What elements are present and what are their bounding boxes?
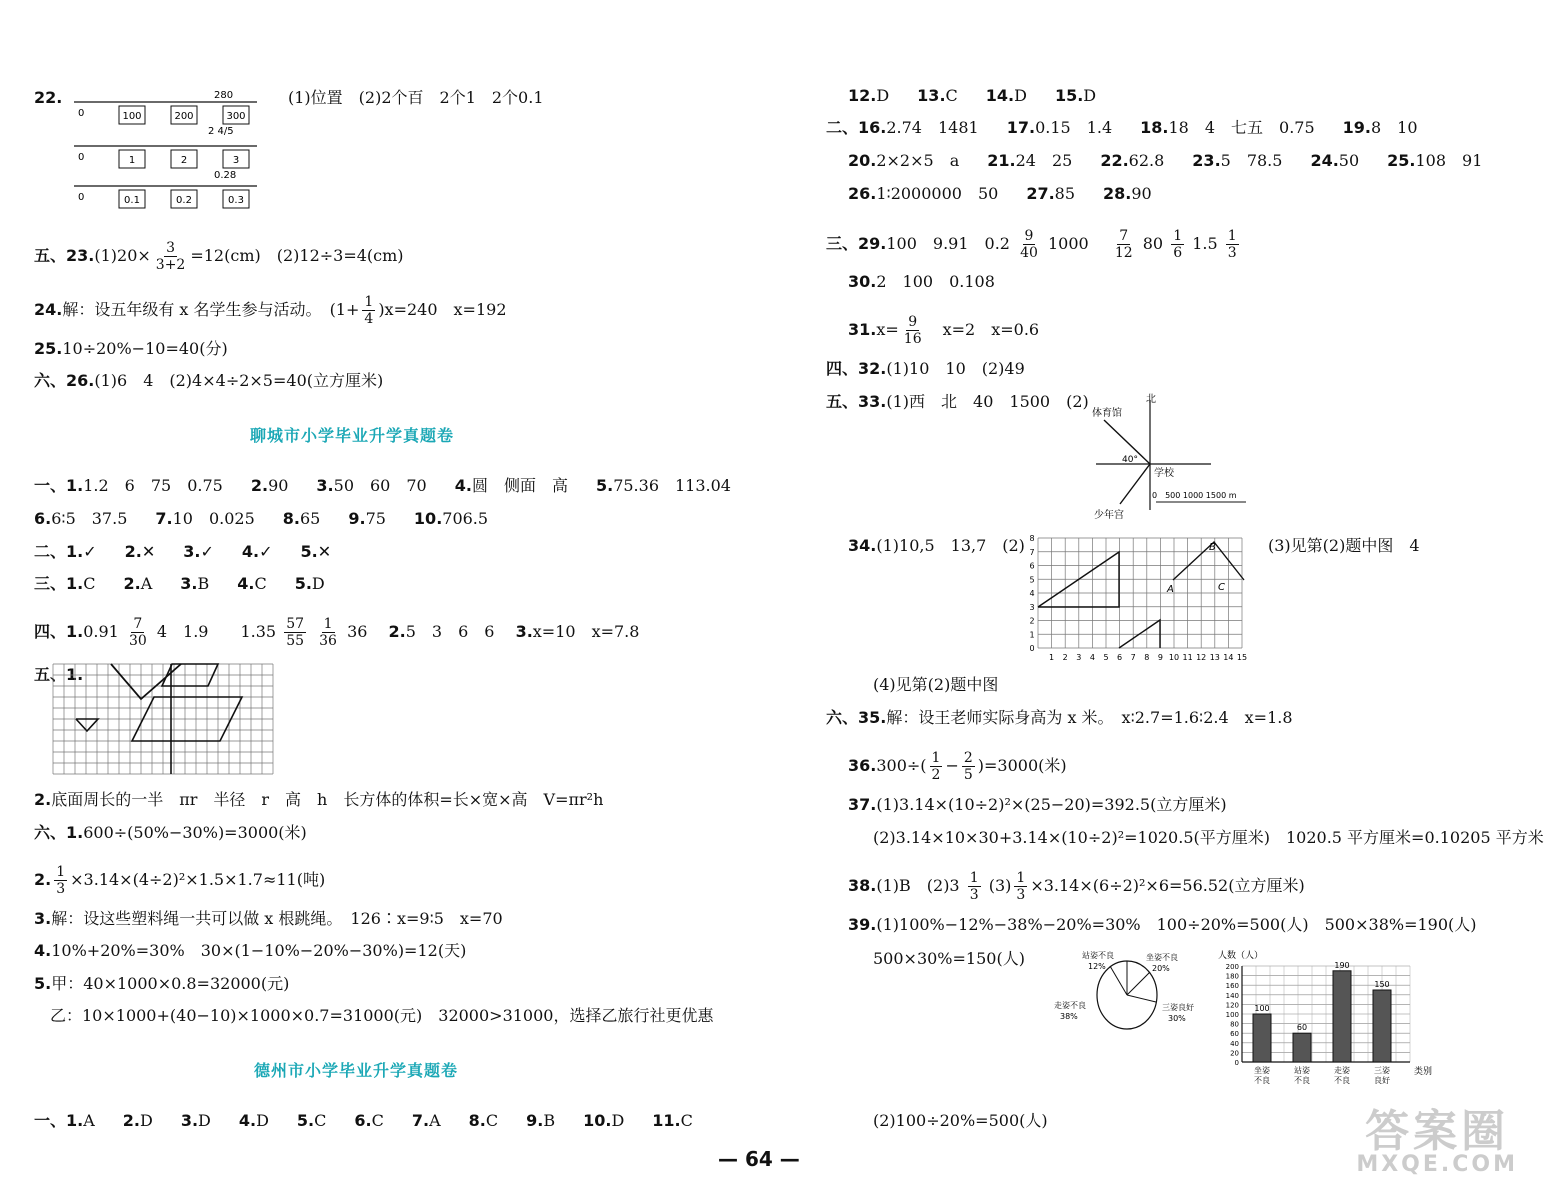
answer-item: 9.75 <box>348 509 386 528</box>
q26-text: (1)6 4 (2)4×4÷2×5=40(立方厘米) <box>94 371 384 390</box>
r26-row <box>848 183 1180 205</box>
pie-slice-percent: 12% <box>1088 962 1106 971</box>
r35: 六、35.解：设王老师实际身高为 x 米。 x∶2.7=1.6∶2.4 x=1.8 <box>826 708 1293 727</box>
q-num: 四、1. <box>34 622 84 641</box>
direction-map <box>1086 392 1256 522</box>
answer-item: 10.D <box>583 1111 625 1130</box>
answer-item: 6.C <box>354 1111 384 1130</box>
y-tick-label: 3 <box>1029 602 1035 612</box>
answer-item: 21.24 25 <box>987 151 1073 170</box>
number-lines <box>74 90 257 208</box>
number-box-label: 200 <box>174 111 194 122</box>
answer-item: 4.✓ <box>241 542 273 561</box>
answer-item: 2.A <box>123 574 153 593</box>
r34: 34.(1)10,5 13,7 (2) <box>848 536 1025 555</box>
x-tick-label: 7 <box>1130 653 1136 662</box>
answer-item: 24.50 <box>1310 151 1360 170</box>
answer-item: 6.6∶5 37.5 <box>34 509 128 528</box>
fraction: $\frac{1}{6}$ <box>1173 228 1183 261</box>
s6-5b: 乙：10×1000+(40−10)×1000×0.7=31000(元) 32000>31000，选择乙旅行社更优惠 <box>50 1006 714 1025</box>
q-num: 24. <box>34 300 63 319</box>
r29-row: 三、29.100 9.91 0.2 $\frac{9}{40}$ 1000 $\frac{7}{12}$ 80 $\frac{1}{6}$ 1.5 $\frac{1}{3}$ <box>826 228 1237 261</box>
number-box-label: 3 <box>232 155 240 166</box>
answer-item: 25.108 91 <box>1387 151 1483 170</box>
section-title-liaocheng: 聊城市小学毕业升学真题卷 <box>250 426 455 445</box>
bar-chart <box>1208 950 1448 1085</box>
pie-slice-percent: 30% <box>1168 1014 1186 1023</box>
answer-item: 4.圆 侧面 高 <box>454 476 568 495</box>
r20-row <box>848 150 1510 172</box>
r32: 四、32.(1)10 10 (2)49 <box>826 359 1025 378</box>
y-tick-label: 80 <box>1230 1020 1239 1029</box>
answer-item: 22.62.8 <box>1100 151 1165 170</box>
x-tick-label: 走姿 <box>1334 1066 1350 1075</box>
bar-value-label: 60 <box>1296 1023 1308 1033</box>
s6-4: 4.10%+20%=30% 30×(1−10%−20%−30%)=12(天) <box>34 941 467 960</box>
q-num: 二、1. <box>34 542 84 561</box>
answer-item: 4.C <box>237 574 267 593</box>
answer-item: 5.75.36 113.04 <box>595 476 731 495</box>
fraction: $\frac{9}{16}$ <box>903 314 922 347</box>
q-num: 一、1. <box>34 476 84 495</box>
answer-item: 2.74 1481 <box>886 118 979 137</box>
answer-item: 20.2×2×5 a <box>848 151 960 170</box>
answer-item: 23.5 78.5 <box>1192 151 1283 170</box>
s4-row: 四、1.0.91 $\frac{7}{30}$ 4 1.9 1.35 $\frac{57}{55}$ $\frac{1}{36}$ 36 2.5 3 6 6 3.x=10 x=7.8 <box>34 616 640 649</box>
x-tick-label: 14 <box>1223 653 1234 662</box>
number-line-zero: 0 <box>78 152 85 163</box>
x-axis-label: 类别 <box>1414 1067 1433 1077</box>
youth-label: 少年宫 <box>1094 510 1124 521</box>
answer-item: A <box>83 1111 95 1130</box>
d1-row <box>34 1110 721 1132</box>
q23-pre: (1)20× <box>94 246 151 265</box>
r16-row <box>826 117 1446 139</box>
bar <box>1293 1033 1311 1062</box>
y-tick-label: 40 <box>1230 1039 1239 1048</box>
q22-answer: (1)位置 (2)2个百 2个1 2个0.1 <box>288 88 544 107</box>
answer-item: 13.C <box>917 86 958 105</box>
answer-item: 4.D <box>238 1111 269 1130</box>
answer-item: 7.10 0.025 <box>155 509 255 528</box>
q24-p2: )x=240 x=192 <box>378 300 507 319</box>
number-box-label: 0.1 <box>124 195 140 206</box>
q-num: 三、1. <box>34 574 84 593</box>
bar-value-label: 100 <box>1254 1004 1270 1013</box>
number-line-figure <box>72 86 262 212</box>
number-box-label: 0.2 <box>176 195 192 206</box>
y-tick-label: 200 <box>1225 963 1239 971</box>
shape-small-v <box>76 719 98 731</box>
fraction: $\frac{1}{3}$ <box>1227 228 1237 261</box>
answer-item: 3.50 60 70 <box>316 476 427 495</box>
x-tick-label: 15 <box>1236 653 1248 662</box>
s2-row <box>34 541 359 563</box>
watermark: 答案圈 MXQE.COM <box>1356 1106 1518 1177</box>
r37b: (2)3.14×10×30+3.14×(10÷2)²=1020.5(平方厘米) 1020.5 平方厘米=0.10205 平方米 <box>873 828 1544 847</box>
page-number: — 64 — <box>718 1147 800 1171</box>
coordinate-grid <box>1028 534 1258 664</box>
fraction: $\frac{7}{30}$ <box>128 616 147 649</box>
q-num: 22. <box>34 88 63 107</box>
s6-5: 5.甲：40×1000×0.8=32000(元) <box>34 974 290 993</box>
y-tick-label: 120 <box>1225 1001 1239 1010</box>
number-line-zero: 0 <box>78 192 85 203</box>
answer-item: ✓ <box>83 542 97 561</box>
north-label: 北 <box>1146 394 1156 405</box>
y-tick-label: 1 <box>1029 630 1035 640</box>
answer-item: 1.2 6 75 0.75 <box>83 476 223 495</box>
q23-post: =12(cm) (2)12÷3=4(cm) <box>190 246 404 265</box>
bar <box>1253 1014 1271 1062</box>
answer-item: 9.B <box>526 1111 556 1130</box>
r30: 30.2 100 0.108 <box>848 272 995 291</box>
s5b: 2.底面周长的一半 πr 半径 r 高 h 长方体的体积=长×宽×高 V=πr²h <box>34 790 604 809</box>
q26 <box>34 370 383 392</box>
point-c-label: C <box>1218 582 1225 593</box>
q25 <box>34 338 228 360</box>
answer-item: 10.706.5 <box>413 509 489 528</box>
y-tick-label: 0 <box>1029 644 1035 653</box>
x-tick-label: 不良 <box>1254 1076 1270 1085</box>
y-tick-label: 180 <box>1225 972 1239 981</box>
q-num: 25. <box>34 339 63 358</box>
number-box-label: 2 <box>180 155 188 166</box>
q24 <box>34 294 507 327</box>
fraction: $\frac{1}{36}$ <box>319 616 337 649</box>
answer-item: 19.8 10 <box>1342 118 1418 137</box>
number-box-label: 0.3 <box>228 195 244 206</box>
r34-part3: (3)见第(2)题中图 4 <box>1268 536 1420 555</box>
x-tick-label: 不良 <box>1294 1076 1310 1085</box>
q24-pre: 解：设五年级有 x 名学生参与活动。 <box>62 300 314 319</box>
bar-chart-body <box>1218 949 1432 1085</box>
fraction: $\frac{1}{3}$ <box>56 864 66 897</box>
pie-slice-label: 走姿不良 <box>1054 1001 1086 1010</box>
y-tick-label: 4 <box>1029 589 1035 598</box>
fraction: $\frac{57}{55}$ <box>286 616 305 649</box>
q-num: 五、23. <box>34 246 95 265</box>
r34b: (4)见第(2)题中图 <box>873 675 999 694</box>
answer-item: 14.D <box>985 86 1027 105</box>
answer-item: 3.B <box>180 574 210 593</box>
answer-item: 26.1∶2000000 50 <box>848 184 999 203</box>
answer-item: 12.D <box>848 86 890 105</box>
label-frac: 2 4/5 <box>208 126 234 137</box>
x-tick-label: 良好 <box>1374 1076 1390 1085</box>
bar <box>1333 971 1351 1062</box>
grid-lines <box>1029 534 1247 662</box>
answer-item: 2.D <box>122 1111 153 1130</box>
number-box-label: 300 <box>226 111 246 122</box>
answer-item: 5.D <box>294 574 325 593</box>
y-tick-label: 7 <box>1029 547 1035 557</box>
pie-slice-label: 三姿良好 <box>1162 1003 1194 1012</box>
y-tick-label: 160 <box>1225 982 1239 991</box>
r36: 36.300÷( $\frac{1}{2}$ − $\frac{2}{5}$ )=3000(米) <box>848 750 1067 783</box>
x-tick-label: 站姿 <box>1294 1066 1310 1075</box>
r39: 39.(1)100%−12%−38%−20%=30% 100÷20%=500(人) 500×38%=190(人) <box>848 915 1477 934</box>
pie-slice-label: 站姿不良 <box>1082 951 1114 960</box>
pie-slice-label: 坐姿不良 <box>1146 953 1178 962</box>
y-axis-label: 人数（人） <box>1218 951 1264 961</box>
x-tick-label: 2 <box>1062 653 1068 662</box>
x-tick-label: 不良 <box>1334 1076 1350 1085</box>
fraction: $\frac{3}{3+2}$ <box>155 240 186 273</box>
x-tick-label: 10 <box>1168 653 1180 662</box>
s5-num: 五、1. <box>34 665 84 684</box>
answer-item: 3.D <box>180 1111 211 1130</box>
number-line-zero: 0 <box>78 108 85 119</box>
answer-item: 8.65 <box>282 509 321 528</box>
answer-item: 5.✕ <box>300 542 332 561</box>
bar-value-label: 190 <box>1334 960 1350 970</box>
fraction: $\frac{2}{5}$ <box>963 750 973 783</box>
x-tick-label: 11 <box>1182 653 1193 662</box>
number-box-label: 1 <box>128 155 136 166</box>
bar-value-label: 150 <box>1374 980 1390 989</box>
q-num: 一、1. <box>34 1111 84 1130</box>
number-box-label: 100 <box>122 111 142 122</box>
y-tick-label: 8 <box>1029 534 1035 543</box>
q23 <box>34 240 404 273</box>
point-a-label: A <box>1167 584 1174 595</box>
s3-row <box>34 573 353 595</box>
section-title-dezhou: 德州市小学毕业升学真题卷 <box>254 1061 459 1080</box>
answer-item: 5.C <box>296 1111 327 1130</box>
y-tick-label: 5 <box>1029 575 1035 585</box>
r31: 31.x= $\frac{9}{16}$ x=2 x=0.6 <box>848 314 1040 347</box>
answer-item: 3.✓ <box>183 542 214 561</box>
pie-chart <box>1052 950 1202 1040</box>
angle-label: 40° <box>1122 455 1138 465</box>
s1-row2 <box>34 508 516 530</box>
x-tick-label: 5 <box>1103 653 1109 662</box>
fraction: $\frac{1}{4}$ <box>364 294 374 327</box>
answer-item: 11.C <box>652 1111 693 1130</box>
q-num: 六、26. <box>34 371 95 390</box>
x-tick-label: 坐姿 <box>1254 1066 1270 1075</box>
s6-1: 六、1.600÷(50%−30%)=3000(米) <box>34 823 307 842</box>
point-b-label: B <box>1209 542 1216 553</box>
y-tick-label: 20 <box>1230 1049 1239 1058</box>
r39b: 500×30%=150(人) <box>873 949 1025 968</box>
fraction: $\frac{1}{3}$ <box>1016 870 1026 903</box>
q25-text: 10÷20%−10=40(分) <box>62 339 228 358</box>
x-tick-label: 13 <box>1209 653 1220 662</box>
r12-row <box>848 85 1124 107</box>
y-tick-label: 2 <box>1029 616 1035 626</box>
x-tick-label: 3 <box>1076 653 1082 662</box>
x-tick-label: 6 <box>1117 653 1123 662</box>
answer-item: C <box>83 574 96 593</box>
r39c: (2)100÷20%=500(人) <box>873 1111 1048 1130</box>
answer-item: 7.A <box>411 1111 441 1130</box>
answer-item: 28.90 <box>1103 184 1152 203</box>
answer-item: 18.18 4 七五 0.75 <box>1140 118 1315 137</box>
scale-label: 0 500 1000 1500 m <box>1152 491 1237 500</box>
s6-2: 2. $\frac{1}{3}$ ×3.14×(4÷2)²×1.5×1.7≈11(吨) <box>34 864 326 897</box>
q24-p1: (1+ <box>329 300 360 319</box>
x-tick-label: 1 <box>1049 653 1055 662</box>
answer-item: 2.90 <box>250 476 289 495</box>
ray-youth <box>1120 464 1150 504</box>
answer-item: 15.D <box>1054 86 1097 105</box>
r37: 37.(1)3.14×(10÷2)²×(25−20)=392.5(立方厘米) <box>848 795 1227 814</box>
answer-item: 8.C <box>468 1111 499 1130</box>
y-tick-label: 60 <box>1230 1030 1239 1039</box>
answer-item: 17.0.15 1.4 <box>1006 118 1113 137</box>
label-280: 280 <box>214 90 234 101</box>
pie-slice-percent: 38% <box>1060 1012 1078 1021</box>
pie-slice-percent: 20% <box>1152 964 1170 973</box>
x-tick-label: 12 <box>1196 653 1207 662</box>
bar <box>1373 990 1391 1062</box>
r33: 五、33.(1)西 北 40 1500 (2) <box>826 392 1089 411</box>
fraction: $\frac{9}{40}$ <box>1020 228 1038 261</box>
gym-label: 体育馆 <box>1092 408 1122 419</box>
r38: 38.(1)B (2)3 $\frac{1}{3}$ (3) $\frac{1}{3}$ ×3.14×(6÷2)²×6=56.52(立方厘米) <box>848 870 1305 903</box>
y-tick-label: 0 <box>1234 1059 1239 1067</box>
grid-figure-symmetry <box>50 661 280 777</box>
fraction: $\frac{1}{3}$ <box>969 870 979 903</box>
x-tick-label: 9 <box>1157 653 1163 662</box>
label-028: 0.28 <box>214 170 237 181</box>
x-tick-label: 三姿 <box>1374 1066 1390 1075</box>
school-label: 学校 <box>1154 468 1174 479</box>
y-tick-label: 6 <box>1029 561 1035 571</box>
s6-3: 3.解：设这些塑料绳一共可以做 x 根跳绳。 126∶x=9∶5 x=70 <box>34 909 503 928</box>
fraction: $\frac{1}{2}$ <box>931 750 941 783</box>
answer-item: 2.✕ <box>124 542 156 561</box>
y-tick-label: 100 <box>1225 1011 1239 1019</box>
q22 <box>34 87 62 109</box>
fraction: $\frac{7}{12}$ <box>1114 228 1133 261</box>
answer-item: 27.85 <box>1026 184 1076 203</box>
s1-row1 <box>34 475 759 497</box>
x-tick-label: 4 <box>1089 653 1095 662</box>
x-tick-label: 8 <box>1144 653 1150 662</box>
q-num: 二、16. <box>826 118 887 137</box>
y-tick-label: 140 <box>1225 991 1239 1000</box>
